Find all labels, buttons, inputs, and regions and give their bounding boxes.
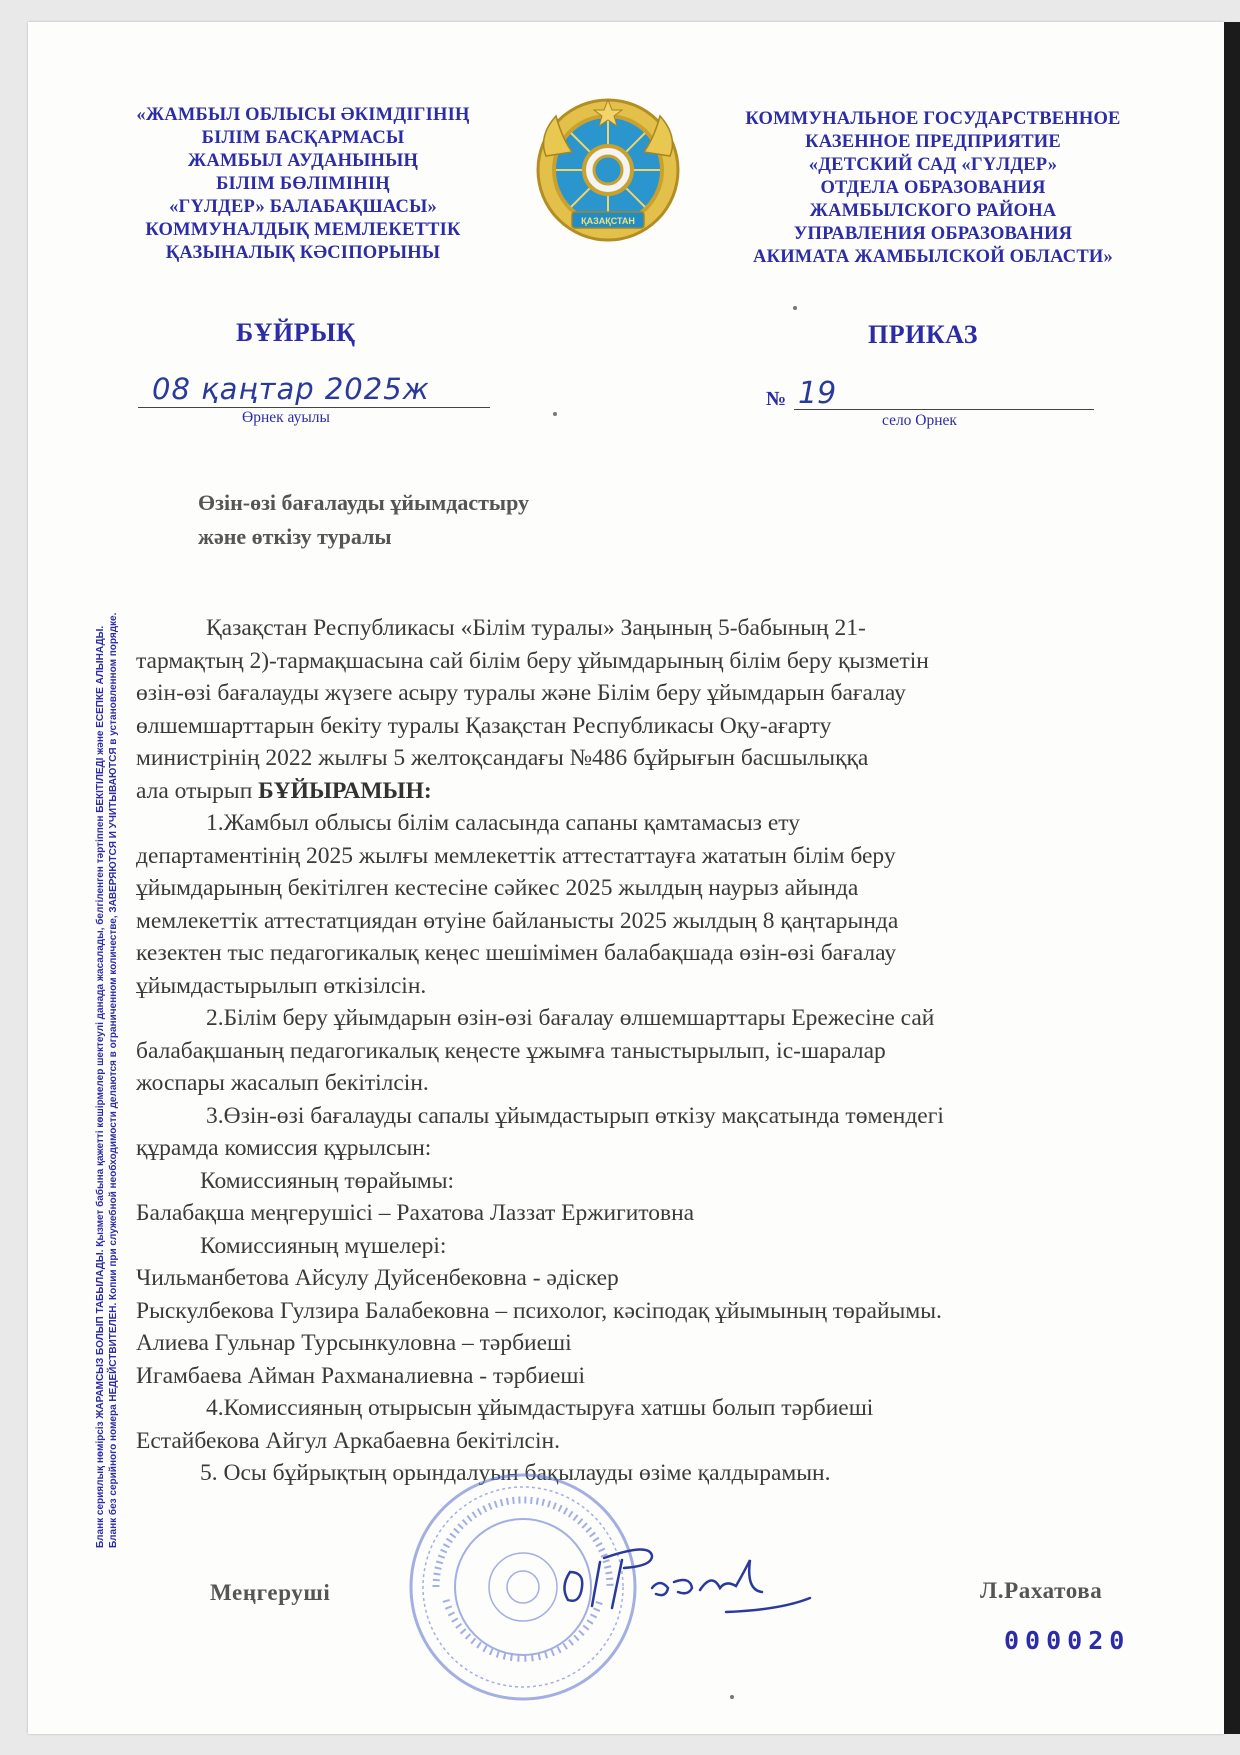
blank-side-note: [94, 558, 120, 1548]
header-ru-line: ЖАМБЫЛСКОГО РАЙОНА: [809, 201, 1057, 221]
item2-last: жоспары жасалып бекітілсін.: [136, 1070, 429, 1096]
scan-edge: [1224, 22, 1240, 1734]
blank-serial-number: 000020: [1004, 1626, 1131, 1655]
subject-line: және өткізу туралы: [198, 524, 392, 549]
preamble-last-line: [136, 775, 1138, 808]
item1-line: 1.Жамбыл облысы білім саласында сапаны қамтамасыз ету: [206, 810, 800, 836]
preamble-line: өзін-өзі бағалауды жүзеге асыру туралы және Білім беру ұйымдарын бағалау: [136, 680, 906, 706]
item2-line: 2.Білім беру ұйымдарын өзін-өзі бағалау өлшемшарттары Ережесіне сай: [206, 1005, 935, 1031]
member-item: Чильманбетова Айсулу Дуйсенбековна - әдіскер: [136, 1265, 619, 1291]
scan-speck: [730, 1695, 734, 1699]
header-ru-line: УПРАВЛЕНИЯ ОБРАЗОВАНИЯ: [793, 224, 1073, 244]
item1-line: департаментінің 2025 жылғы мемлекеттік аттестаттауға жататын білім беру: [136, 842, 896, 869]
preamble-line: Қазақстан Республикасы «Білім туралы» Заңының 5-бабының 21-: [206, 615, 866, 641]
header-kz-line: БІЛІМ БӨЛІМІНІҢ: [216, 174, 390, 194]
item5: 5. Осы бұйрықтың орындалуын бақылауды өзіме қалдырамын.: [200, 1460, 831, 1486]
preamble-last: ала отырып: [136, 777, 253, 804]
item4-line: 4.Комиссияның отырысын ұйымдастыруға хатшы болып тәрбиеші: [206, 1395, 874, 1421]
item4-last: Естайбекова Айгул Аркабаевна бекітілсін.: [136, 1427, 560, 1454]
header-ru-line: ОТДЕЛА ОБРАЗОВАНИЯ: [820, 178, 1046, 198]
signer-name: Л.Рахатова: [980, 1578, 1103, 1603]
item1-line: кезектен тыс педагогикалық кеңес шешімімен балабақшада өзін-өзі бағалау: [136, 940, 897, 966]
number-label: №: [766, 388, 787, 410]
header-kz-line: БІЛІМ БАСҚАРМАСЫ: [201, 128, 405, 148]
title-kz: БҰЙРЫҚ: [236, 318, 356, 347]
preamble-line: министрінің 2022 жылғы 5 желтоқсандағы №486 бұйрығын басшылыққа: [136, 745, 869, 771]
item3-line: 3.Өзін-өзі бағалауды сапалы ұйымдастырып өткізу мақсатында төмендегі: [206, 1102, 944, 1129]
place-ru: село Орнек: [882, 412, 957, 429]
header-ru-line: АКИМАТА ЖАМБЫЛСКОЙ ОБЛАСТИ»: [753, 247, 1113, 267]
handwritten-signature-icon: [540, 1532, 840, 1632]
state-emblem-icon: [532, 96, 684, 246]
handwritten-date: 08 қаңтар 2025ж: [152, 372, 430, 406]
handwritten-number: 19: [798, 376, 837, 411]
preamble-line: тармақтың 2)-тармақшасына сай білім беру ұйымдарының білім беру қызметін: [136, 647, 929, 674]
members-label: Комиссияның мүшелері:: [200, 1232, 447, 1259]
member-item: Рыскулбекова Гулзира Балабековна – психолог, кәсіподақ ұйымының төрайымы.: [136, 1297, 942, 1324]
number-underline: [794, 409, 1094, 410]
side-note-line: Бланк сериялық нөмірсіз ЖАРАМСЫЗ БОЛЫП ТАБЫЛАДЫ. Қызмет бабына қажетті көшірмелер шектеулі данада жасалады, белгіленген тәртіппен БЕКІТІЛЕДІ және ЕСЕПКЕ АЛЫНАДЫ.: [95, 625, 106, 1548]
header-kz: [98, 104, 508, 265]
header-kz-line: КОММУНАЛДЫҚ МЕМЛЕКЕТТІК: [145, 220, 461, 240]
member-item: Алиева Гульнар Турсынкуловна – тәрбиеші: [136, 1330, 572, 1356]
item3-last: құрамда комиссия құрылсын:: [136, 1135, 432, 1161]
item1-last: ұйымдастырылып өткізілсін.: [136, 972, 427, 999]
place-kz: Өрнек ауылы: [242, 409, 330, 426]
side-note-line: Бланк без серийного номера НЕДЕЙСТВИТЕЛЕН. Копии при служебной необходимости делаются в ограниченном количестве, ЗАВЕРЯЮТСЯ И УЧИТЫВАЮТСЯ в установленном порядке.: [108, 612, 119, 1548]
header-ru-line: КАЗЕННОЕ ПРЕДПРИЯТИЕ: [805, 132, 1061, 152]
order-word: БҰЙЫРАМЫН:: [258, 777, 432, 804]
order-subject: [198, 486, 529, 554]
emblem-text: ҚАЗАҚСТАН: [581, 216, 635, 226]
header-kz-line: «ГҮЛДЕР» БАЛАБАҚШАСЫ»: [169, 197, 437, 217]
header-ru-line: «ДЕТСКИЙ САД «ГҮЛДЕР»: [808, 155, 1058, 175]
chair-label: Комиссияның төрайымы:: [200, 1167, 455, 1194]
header-kz-line: «ЖАМБЫЛ ОБЛЫСЫ ӘКІМДІГІНІҢ: [136, 105, 470, 125]
scan-speck: [793, 306, 797, 310]
preamble-line: өлшемшарттарын бекіту туралы Қазақстан Республикасы Оқу-ағарту: [136, 712, 832, 739]
title-ru: ПРИКАЗ: [868, 320, 979, 349]
date-underline: [138, 407, 490, 408]
item1-line: мемлекеттік аттестатциядан өтуіне байланысты 2025 жылдың 8 қаңтарында: [136, 907, 899, 934]
order-body: [136, 612, 1138, 1490]
scan-speck: [553, 412, 557, 416]
item2-line: балабақшаның педагогикалық кеңесте ұжымға таныстырылып, іс-шаралар: [136, 1037, 886, 1064]
header-kz-line: ҚАЗЫНАЛЫҚ КӘСІПОРЫНЫ: [165, 243, 441, 263]
header-ru: [698, 108, 1168, 269]
header-kz-line: ЖАМБЫЛ АУДАНЫНЫҢ: [187, 151, 419, 171]
header-ru-line: КОММУНАЛЬНОЕ ГОСУДАРСТВЕННОЕ: [745, 109, 1121, 129]
subject-line: Өзін-өзі бағалауды ұйымдастыру: [198, 490, 530, 515]
item1-line: ұйымдарының бекітілген кестесіне сәйкес 2025 жылдың наурыз айында: [136, 875, 859, 901]
member-item: Игамбаева Айман Рахманалиевна - тәрбиеші: [136, 1362, 586, 1389]
chair-name: Балабақша меңгерушісі – Рахатова Лаззат Ержигитовна: [136, 1200, 695, 1226]
signer-position: Меңгеруші: [210, 1580, 331, 1605]
